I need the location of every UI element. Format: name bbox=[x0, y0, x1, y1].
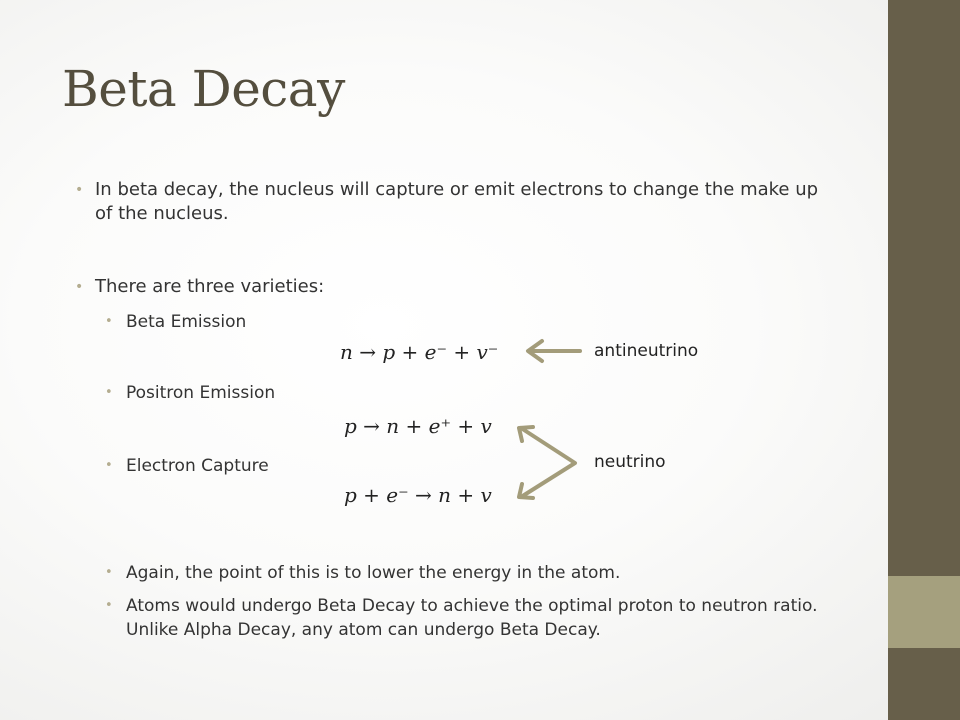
bullet-dot-icon: • bbox=[105, 458, 113, 473]
equation-electron-capture: p + e⁻ → n + v bbox=[344, 483, 492, 507]
equation-beta-emission: n → p + e⁻ + v⁻ bbox=[340, 340, 499, 364]
variety-label: Positron Emission bbox=[126, 383, 276, 403]
bullet-dot-icon: • bbox=[75, 182, 84, 198]
bullet-dot-icon: • bbox=[105, 598, 113, 613]
bullet-dot-icon: • bbox=[105, 385, 113, 400]
bullet-text: There are three varieties: bbox=[95, 276, 325, 297]
bullet-text: In beta decay, the nucleus will capture or emit electrons to change the make up of the nucleus. bbox=[95, 179, 819, 224]
variety-label: Beta Emission bbox=[126, 312, 247, 332]
bullet-dot-icon: • bbox=[105, 565, 113, 580]
neutrino-arrows bbox=[521, 428, 575, 497]
note-text: Again, the point of this is to lower the energy in the atom. bbox=[126, 563, 621, 583]
antineutrino-label: antineutrino bbox=[594, 341, 699, 361]
bullet-dot-icon: • bbox=[75, 279, 84, 295]
variety-label: Electron Capture bbox=[126, 456, 269, 476]
bullet-dot-icon: • bbox=[105, 314, 113, 329]
note-energy bbox=[105, 561, 866, 585]
neutrino-label: neutrino bbox=[594, 452, 666, 472]
note-text: Atoms would undergo Beta Decay to achieve the optimal proton to neutron ratio. Unlike Alpha Decay, any atom can undergo Beta Decay. bbox=[126, 596, 818, 640]
slide-title: Beta Decay bbox=[62, 60, 345, 118]
note-ratio bbox=[105, 594, 856, 642]
equation-positron-emission: p → n + e⁺ + v bbox=[344, 414, 492, 438]
